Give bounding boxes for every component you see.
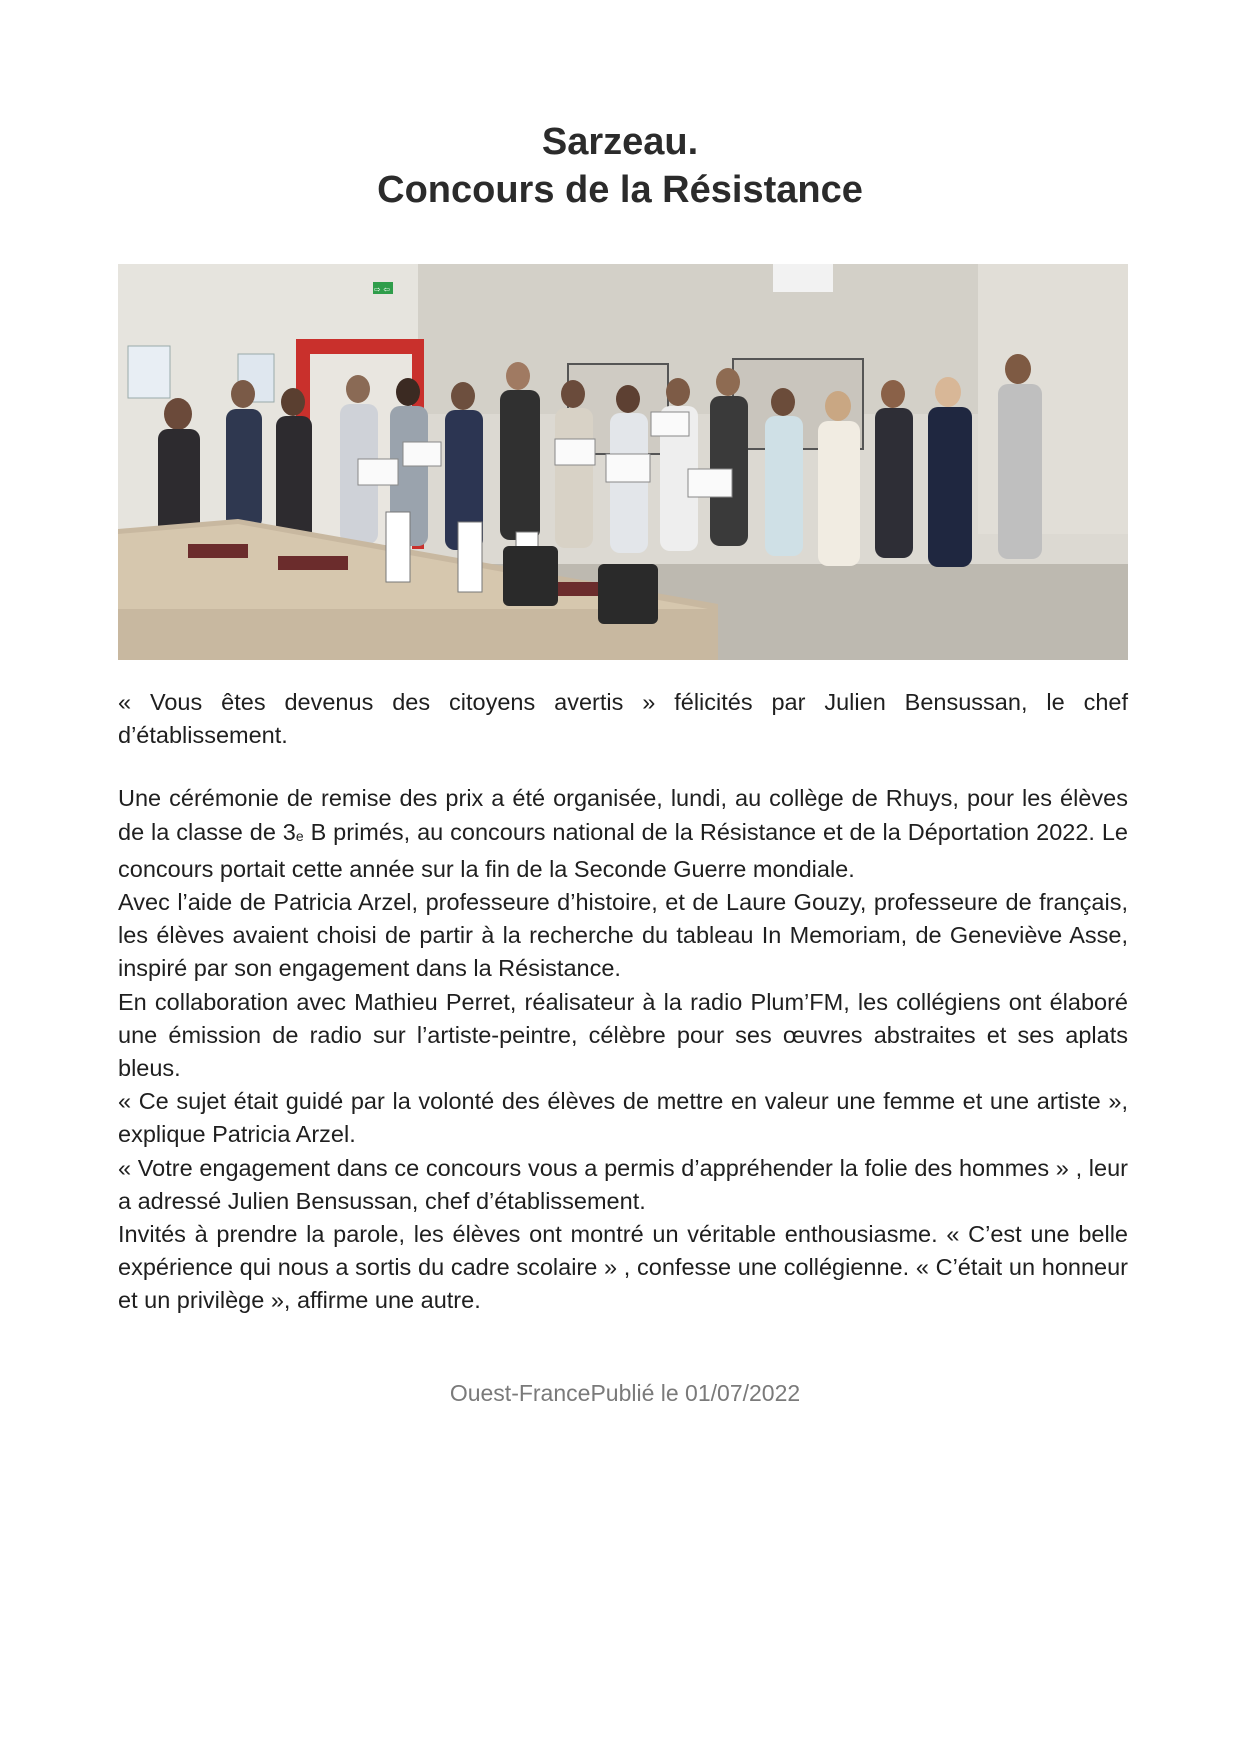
class-superscript: e	[295, 827, 304, 844]
paragraph-1-end: B primés, au concours national de la Résistance et de la Déportation 2022. Le concours portait cette année sur la fin de la Seconde Guerre mondiale.	[118, 818, 1128, 882]
photo-caption: « Vous êtes devenus des citoyens avertis » félicités par Julien Bensussan, le chef d’établissement.	[118, 689, 1128, 749]
paragraph-6: Invités à prendre la parole, les élèves ont montré un véritable enthousiasme. « C’est une belle expérience qui nous a sortis du cadre scolaire » , confesse une collégienne. « C’était un honneur et un privilège », affirme une autre.	[118, 1221, 1128, 1314]
article-footer	[0, 1380, 1240, 1407]
paragraph-1	[118, 782, 1128, 886]
article-title	[0, 118, 1240, 214]
title-headline: Concours de la Résistance	[377, 169, 863, 211]
paragraph-4: « Ce sujet était guidé par la volonté des élèves de mettre en valeur une femme et une artiste », explique Patricia Arzel.	[118, 1088, 1128, 1148]
paragraph-1-start: Une cérémonie de remise des prix a été organisée, lundi, au collège de Rhuys, pour les élèves de la classe de 3	[118, 785, 1128, 845]
paragraph-2: Avec l’aide de Patricia Arzel, professeure d’histoire, et de Laure Gouzy, professeure de français, les élèves avaient choisi de partir à la recherche du tableau In Memoriam, de Geneviève Asse, inspiré par son engagement dans la Résistance.	[118, 889, 1128, 982]
title-location: Sarzeau.	[541, 121, 699, 163]
footer-source: Ouest-France	[449, 1380, 591, 1406]
exit-sign: ⇨ ⇦	[374, 285, 390, 294]
paragraph-3: En collaboration avec Mathieu Perret, réalisateur à la radio Plum’FM, les collégiens ont élaboré une émission de radio sur l’artiste-peintre, célèbre pour ses œuvres abstraites et ses aplats bleus.	[118, 988, 1128, 1082]
footer-published-date: Publié le 01/07/2022	[590, 1380, 801, 1406]
paragraph-5: « Votre engagement dans ce concours vous a permis d’appréhender la folie des hommes » , leur a adressé Julien Bensussan, chef d’établissement.	[118, 1154, 1128, 1214]
article-body	[118, 686, 1128, 1318]
group-photo	[118, 264, 1128, 660]
